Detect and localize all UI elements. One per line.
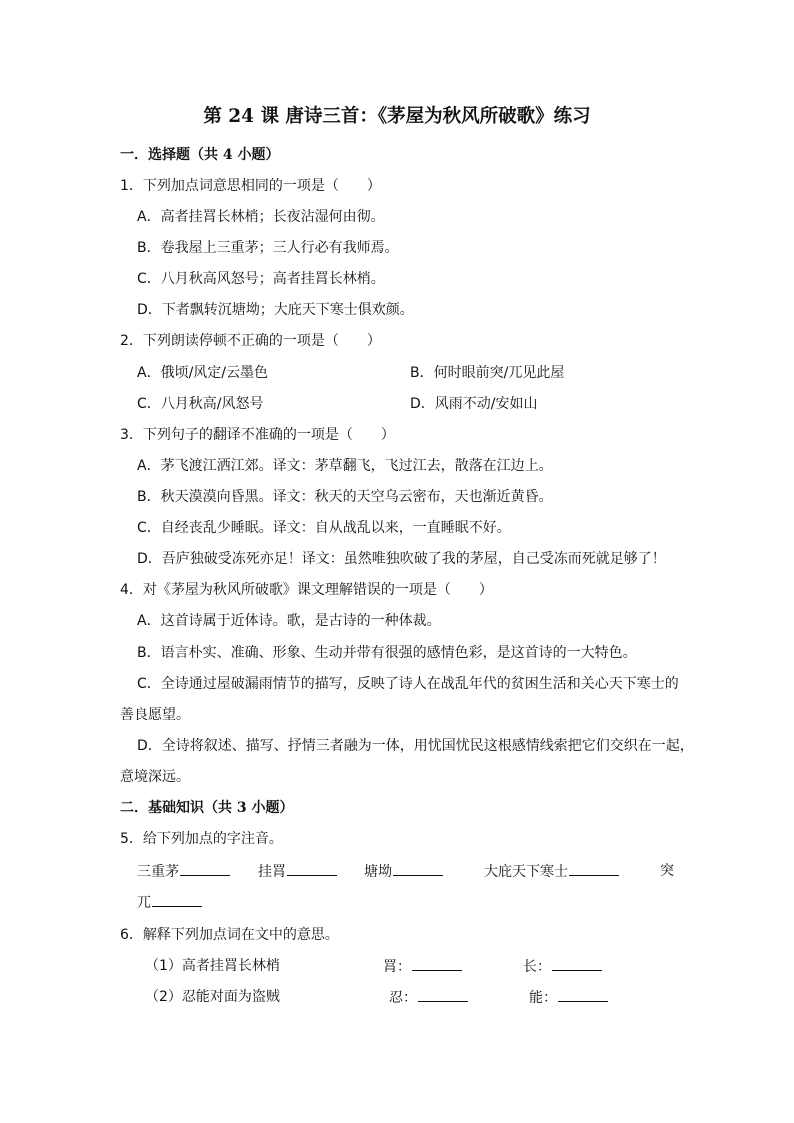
pinyin-item-4 bbox=[484, 861, 619, 882]
question-1-option-b[interactable]: B．卷我屋上三重茅；三人行必有我师焉。 bbox=[137, 240, 399, 256]
question-6-blank-2b[interactable] bbox=[558, 987, 608, 1002]
question-6-sentence-1: （1）高者挂罥长林梢 bbox=[145, 958, 280, 974]
question-6-item-2b bbox=[529, 987, 608, 1008]
question-6-item-1a bbox=[383, 956, 462, 977]
question-6-key-1a: 罥： bbox=[383, 959, 411, 975]
pinyin-item-5 bbox=[137, 892, 202, 913]
question-2-option-b[interactable]: B．何时眼前突/兀见此屋 bbox=[410, 365, 565, 381]
question-6-blank-2a[interactable] bbox=[418, 987, 468, 1002]
pinyin-item-2 bbox=[258, 861, 337, 882]
pinyin-blank-4[interactable] bbox=[569, 861, 619, 876]
question-3-stem: 3．下列句子的翻译不准确的一项是（ ） bbox=[120, 427, 395, 443]
section-heading-basics: 二．基础知识（共 3 小题） bbox=[120, 800, 294, 816]
question-4-option-d-line2[interactable]: 意境深远。 bbox=[120, 769, 190, 785]
question-6-key-1b: 长： bbox=[523, 959, 551, 975]
pinyin-word-3: 塘坳 bbox=[364, 864, 392, 880]
section-heading-choice: 一．选择题（共 4 小题） bbox=[120, 147, 280, 163]
pinyin-item-3 bbox=[364, 861, 443, 882]
question-6-sentence-2: （2）忍能对面为盗贼 bbox=[145, 989, 280, 1005]
question-6-item-2a bbox=[389, 987, 468, 1008]
question-4-option-a[interactable]: A．这首诗属于近体诗。歌，是古诗的一种体裁。 bbox=[137, 613, 441, 629]
pinyin-word-1: 三重茅 bbox=[137, 864, 179, 880]
question-4-option-c-line1[interactable]: C．全诗通过屋破漏雨情节的描写，反映了诗人在战乱年代的贫困生活和关心天下寒士的 bbox=[137, 676, 679, 692]
question-4-option-d-line1[interactable]: D．全诗将叙述、描写、抒情三者融为一体，用忧国忧民这根感情线索把它们交织在一起， bbox=[137, 738, 694, 754]
pinyin-blank-2[interactable] bbox=[287, 861, 337, 876]
question-4-option-b[interactable]: B．语言朴实、准确、形象、生动并带有很强的感情色彩，是这首诗的一大特色。 bbox=[137, 645, 637, 661]
pinyin-word-5b: 兀 bbox=[137, 895, 151, 911]
pinyin-blank-5[interactable] bbox=[152, 892, 202, 907]
pinyin-word-2: 挂罥 bbox=[258, 864, 286, 880]
question-6-key-2a: 忍： bbox=[389, 990, 417, 1006]
question-3-option-d[interactable]: D．吾庐独破受冻死亦足！译文：虽然唯独吹破了我的茅屋，自己受冻而死就足够了！ bbox=[137, 551, 666, 567]
question-1-option-c[interactable]: C．八月秋高风怒号；高者挂罥长林梢。 bbox=[137, 271, 385, 287]
question-1-option-d[interactable]: D．下者飘转沉塘坳；大庇天下寒士俱欢颜。 bbox=[137, 302, 414, 318]
question-6-key-2b: 能： bbox=[529, 990, 557, 1006]
question-6-blank-1b[interactable] bbox=[552, 956, 602, 971]
question-4-stem: 4．对《茅屋为秋风所破歌》课文理解错误的一项是（ ） bbox=[120, 582, 493, 598]
question-4-option-c-line2[interactable]: 善良愿望。 bbox=[120, 707, 190, 723]
question-3-option-c[interactable]: C．自经丧乱少睡眠。译文：自从战乱以来，一直睡眠不好。 bbox=[137, 520, 511, 536]
question-1-stem: 1．下列加点词意思相同的一项是（ ） bbox=[120, 178, 381, 194]
pinyin-blank-1[interactable] bbox=[180, 861, 230, 876]
question-2-stem: 2．下列朗读停顿不正确的一项是（ ） bbox=[120, 333, 381, 349]
question-1-option-a[interactable]: A．高者挂罥长林梢；长夜沾湿何由彻。 bbox=[137, 209, 385, 225]
question-6-blank-1a[interactable] bbox=[412, 956, 462, 971]
pinyin-blank-3[interactable] bbox=[393, 861, 443, 876]
pinyin-word-4: 大庇天下寒士 bbox=[484, 864, 568, 880]
question-2-option-d[interactable]: D．风雨不动/安如山 bbox=[410, 396, 538, 412]
question-2-option-c[interactable]: C．八月秋高/风怒号 bbox=[137, 396, 264, 412]
question-6-stem: 6．解释下列加点词在文中的意思。 bbox=[120, 927, 339, 943]
question-3-option-a[interactable]: A．茅飞渡江洒江郊。译文：茅草翻飞，飞过江去，散落在江边上。 bbox=[137, 458, 553, 474]
pinyin-item-1 bbox=[137, 861, 230, 882]
pinyin-word-5a: 突 bbox=[660, 863, 674, 879]
question-3-option-b[interactable]: B．秋天漠漠向昏黑。译文：秋天的天空乌云密布，天也渐近黄昏。 bbox=[137, 489, 553, 505]
question-5-stem: 5．给下列加点的字注音。 bbox=[120, 831, 283, 847]
question-6-item-1b bbox=[523, 956, 602, 977]
question-2-option-a[interactable]: A．俄顷/风定/云墨色 bbox=[137, 365, 269, 381]
page-title: 第 24 课 唐诗三首：《茅屋为秋风所破歌》练习 bbox=[203, 106, 591, 127]
